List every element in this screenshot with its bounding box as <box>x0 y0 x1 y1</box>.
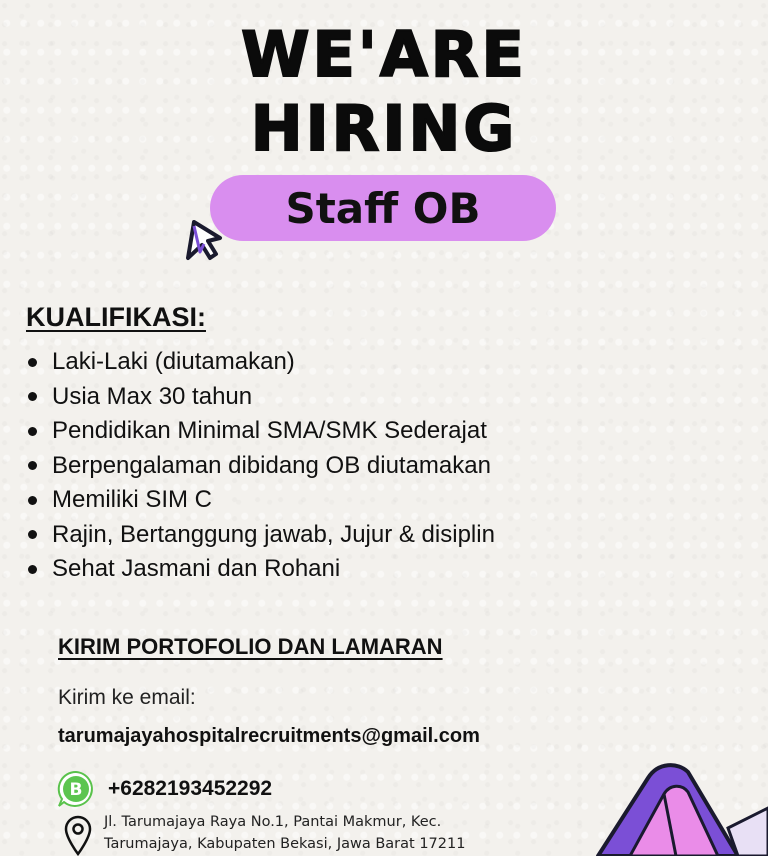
bullet-icon <box>28 496 37 505</box>
list-item <box>28 449 495 484</box>
phone-number[interactable]: +6282193452292 <box>108 777 273 800</box>
send-application-title: KIRIM PORTOFOLIO DAN LAMARAN <box>58 634 443 659</box>
email-address[interactable]: tarumajayahospitalrecruitments@gmail.com <box>58 725 480 747</box>
bullet-icon <box>28 427 37 436</box>
list-item-text: Sehat Jasmani dan Rohani <box>52 555 341 582</box>
list-item <box>28 345 495 380</box>
list-item-text: Rajin, Bertanggung jawab, Jujur & disiplin <box>52 520 495 548</box>
list-item-text: Memiliki SIM C <box>52 486 212 513</box>
headline-line-1: WE'ARE <box>241 18 527 91</box>
cursor-arrow-icon <box>180 214 226 264</box>
bullet-icon <box>28 461 37 470</box>
qualifications-list <box>28 345 495 587</box>
map-pin-icon <box>62 814 94 856</box>
bullet-icon <box>28 392 37 401</box>
list-item-text: Laki-Laki (diutamakan) <box>52 348 295 375</box>
list-item-text: Berpengalaman dibidang OB diutamakan <box>52 451 491 479</box>
list-item <box>28 380 495 415</box>
whatsapp-business-icon <box>56 769 96 809</box>
list-item <box>28 552 495 587</box>
position-badge <box>210 175 556 241</box>
position-title: Staff OB <box>285 183 481 233</box>
list-item <box>28 414 495 449</box>
headline-line-2: HIRING <box>250 92 518 165</box>
email-label: Kirim ke email: <box>58 686 196 709</box>
bullet-icon <box>28 565 37 574</box>
address-line-1: Jl. Tarumajaya Raya No.1, Pantai Makmur, Kec. <box>104 814 442 830</box>
svg-text:B: B <box>69 780 83 800</box>
bullet-icon <box>28 530 37 539</box>
address-line-2: Tarumajaya, Kabupaten Bekasi, Jawa Barat 17211 <box>104 836 466 852</box>
list-item-text: Usia Max 30 tahun <box>52 382 253 410</box>
bullet-icon <box>28 358 37 367</box>
qualifications-title: KUALIFIKASI: <box>26 302 206 332</box>
megaphone-icon <box>578 758 768 856</box>
list-item <box>28 483 495 518</box>
list-item <box>28 518 495 553</box>
list-item-text: Pendidikan Minimal SMA/SMK Sederajat <box>52 417 487 444</box>
